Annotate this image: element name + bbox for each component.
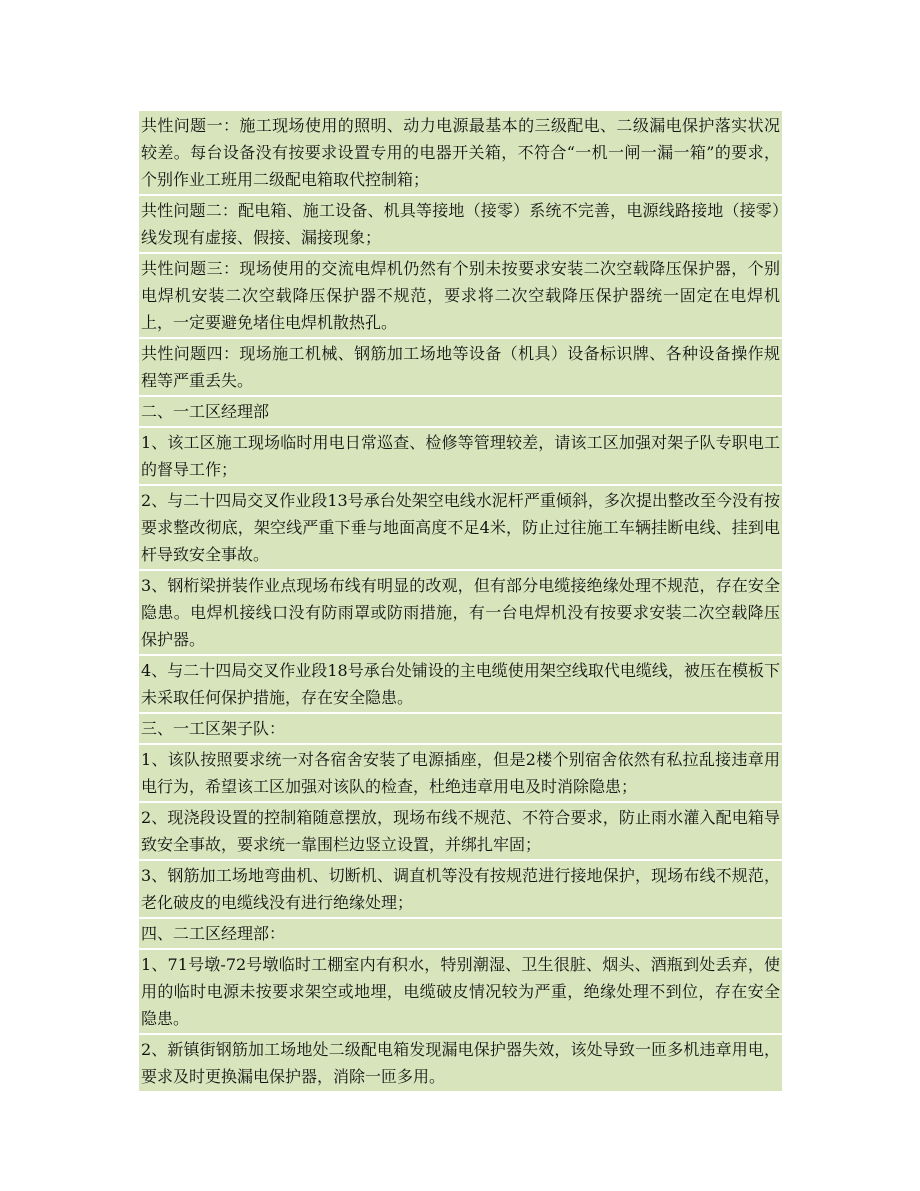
paragraph-section-2-item-4: 4、与二十四局交叉作业段18号承台处铺设的主电缆使用架空线取代电缆线，被压在模板下未采取任何保护措施，存在安全隐患。 xyxy=(139,656,782,712)
paragraph-section-3-item-1: 1、该队按照要求统一对各宿舍安装了电源插座，但是2楼个别宿舍依然有私拉乱接违章用电行为，希望该工区加强对该队的检查，杜绝违章用电及时消除隐患； xyxy=(139,745,782,801)
paragraph-section-2-item-1: 1、该工区施工现场临时用电日常巡查、检修等管理较差，请该工区加强对架子队专职电工的督导工作； xyxy=(139,428,782,484)
paragraph-section-4-item-1: 1、71号墩-72号墩临时工棚室内有积水，特别潮湿、卫生很脏、烟头、酒瓶到处丢弃，使用的临时电源未按要求架空或地埋，电缆破皮情况较为严重，绝缘处理不到位，存在安全隐患。 xyxy=(139,950,782,1033)
paragraph-section-3-item-3: 3、钢筋加工场地弯曲机、切断机、调直机等没有按规范进行接地保护，现场布线不规范，老化破皮的电缆线没有进行绝缘处理； xyxy=(139,861,782,917)
paragraph-section-2-item-2: 2、与二十四局交叉作业段13号承台处架空电线水泥杆严重倾斜，多次提出整改至今没有按要求整改彻底，架空线严重下垂与地面高度不足4米，防止过往施工车辆挂断电线、挂到电杆导致安全事故。 xyxy=(139,486,782,569)
section-heading-4: 四、二工区经理部： xyxy=(139,919,782,948)
document-body xyxy=(139,111,782,1093)
section-heading-3: 三、一工区架子队： xyxy=(139,714,782,743)
paragraph-section-3-item-2: 2、现浇段设置的控制箱随意摆放，现场布线不规范、不符合要求，防止雨水灌入配电箱导致安全事故，要求统一靠围栏边竖立设置，并绑扎牢固； xyxy=(139,803,782,859)
paragraph-common-issue-4: 共性问题四：现场施工机械、钢筋加工场地等设备（机具）设备标识牌、各种设备操作规程等严重丢失。 xyxy=(139,339,782,395)
section-heading-2: 二、一工区经理部 xyxy=(139,397,782,426)
paragraph-section-2-item-3: 3、钢桁梁拼装作业点现场布线有明显的改观，但有部分电缆接绝缘处理不规范，存在安全隐患。电焊机接线口没有防雨罩或防雨措施，有一台电焊机没有按要求安装二次空载降压保护器。 xyxy=(139,571,782,654)
paragraph-section-4-item-2: 2、新镇街钢筋加工场地处二级配电箱发现漏电保护器失效，该处导致一匝多机违章用电，要求及时更换漏电保护器，消除一匝多用。 xyxy=(139,1035,782,1091)
paragraph-common-issue-2: 共性问题二：配电箱、施工设备、机具等接地（接零）系统不完善，电源线路接地（接零）线发现有虚接、假接、漏接现象； xyxy=(139,196,782,252)
paragraph-common-issue-1: 共性问题一：施工现场使用的照明、动力电源最基本的三级配电、二级漏电保护落实状况较差。每台设备没有按要求设置专用的电器开关箱，不符合“一机一闸一漏一箱”的要求，个别作业工班用二级配电箱取代控制箱； xyxy=(139,111,782,194)
paragraph-common-issue-3: 共性问题三：现场使用的交流电焊机仍然有个别未按要求安装二次空载降压保护器，个别电焊机安装二次空载降压保护器不规范，要求将二次空载降压保护器统一固定在电焊机上，一定要避免堵住电焊机散热孔。 xyxy=(139,254,782,337)
